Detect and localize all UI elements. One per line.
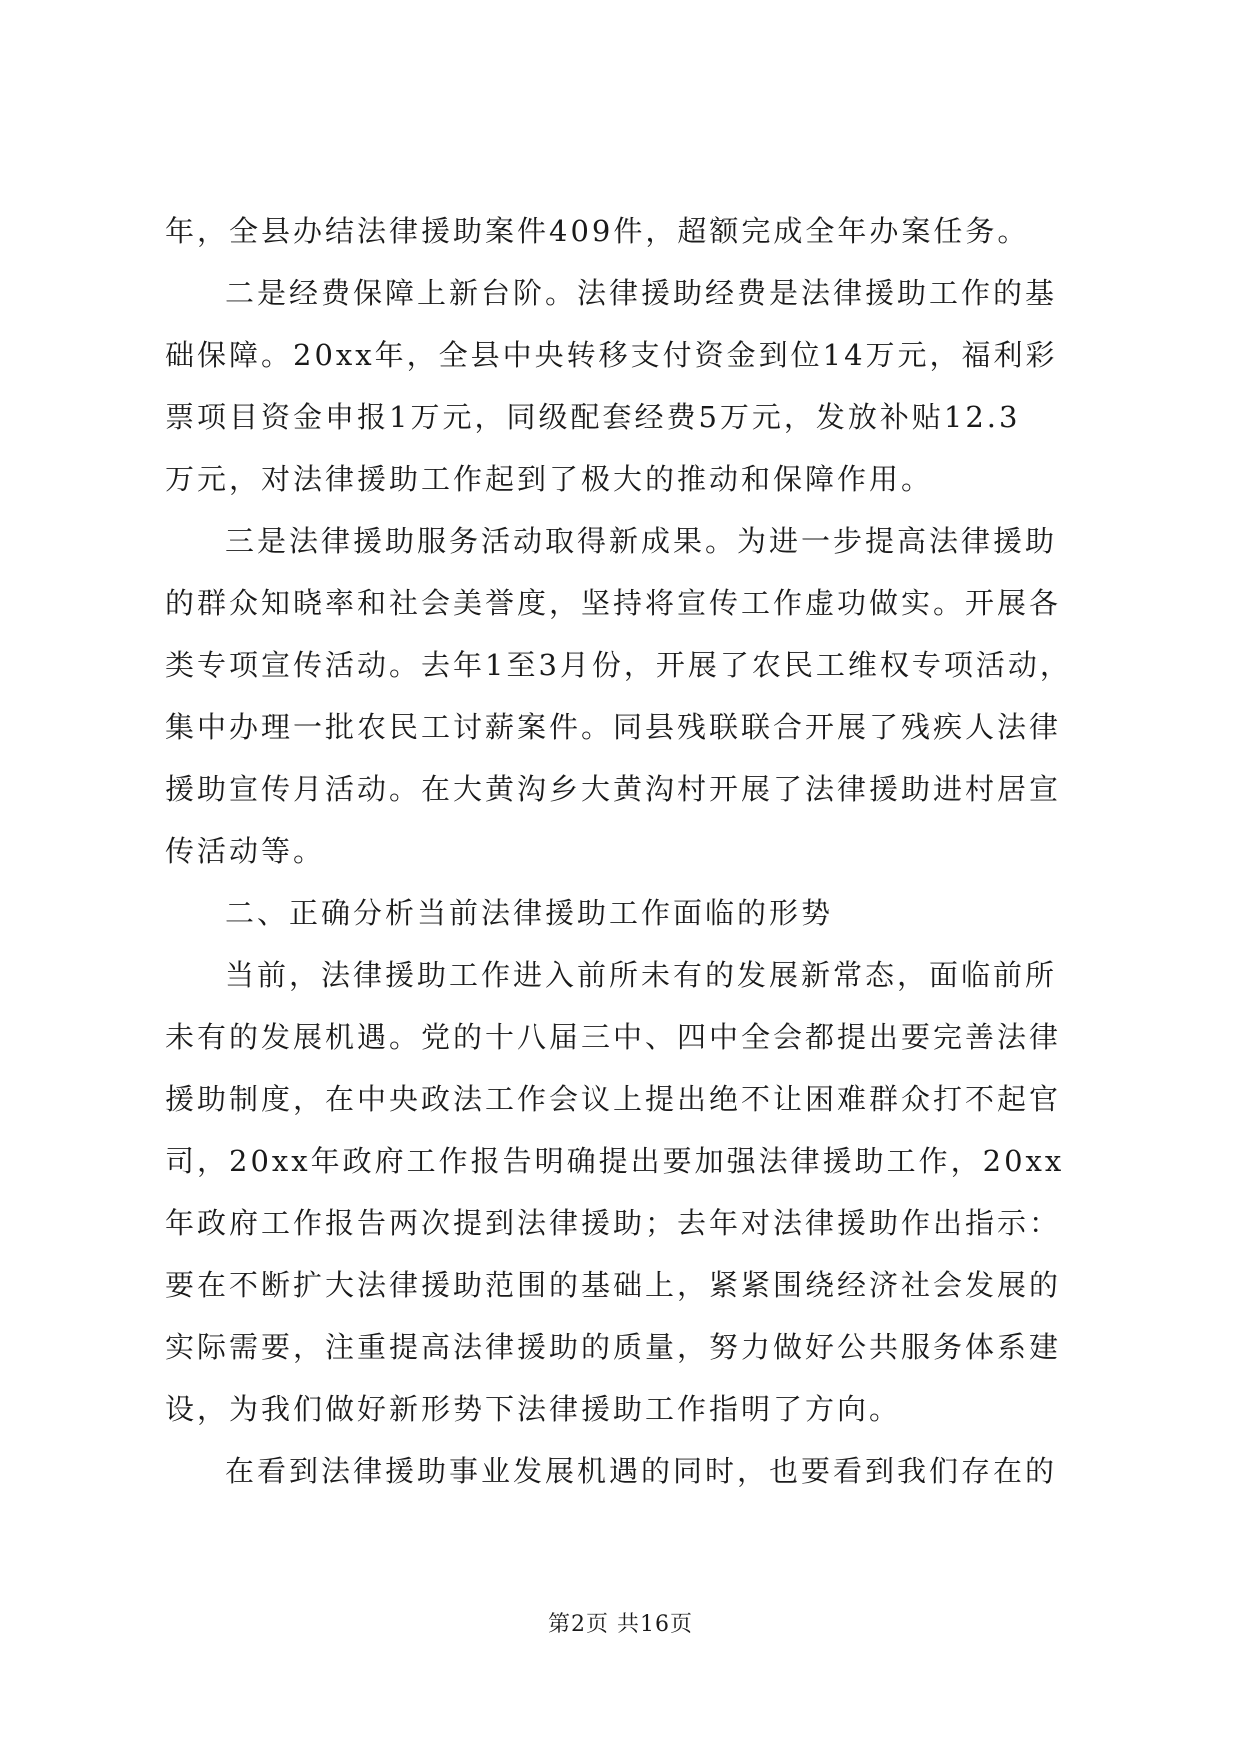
text-line: 司，20xx年政府工作报告明确提出要加强法律援助工作，20xx	[165, 1144, 1065, 1178]
text-line: 类专项宣传活动。去年1至3月份，开展了农民工维权专项活动，	[165, 648, 1072, 682]
text-line: 票项目资金申报1万元，同级配套经费5万元，发放补贴12.3	[165, 400, 1021, 434]
text-line: 的群众知晓率和社会美誉度，坚持将宣传工作虚功做实。开展各	[165, 586, 1062, 620]
text-line: 要在不断扩大法律援助范围的基础上，紧紧围绕经济社会发展的	[165, 1268, 1062, 1302]
text-line: 未有的发展机遇。党的十八届三中、四中全会都提出要完善法律	[165, 1020, 1062, 1054]
text-line: 集中办理一批农民工讨薪案件。同县残联联合开展了残疾人法律	[165, 710, 1062, 744]
text-line: 万元，对法律援助工作起到了极大的推动和保障作用。	[165, 462, 934, 496]
text-line: 传活动等。	[165, 834, 326, 868]
text-line: 年政府工作报告两次提到法律援助；去年对法律援助作出指示：	[165, 1206, 1062, 1240]
text-line: 二是经费保障上新台阶。法律援助经费是法律援助工作的基	[225, 276, 1058, 310]
text-line: 当前，法律援助工作进入前所未有的发展新常态，面临前所	[225, 958, 1058, 992]
text-line: 设，为我们做好新形势下法律援助工作指明了方向。	[165, 1392, 902, 1426]
text-line: 实际需要，注重提高法律援助的质量，努力做好公共服务体系建	[165, 1330, 1062, 1364]
text-line: 年，全县办结法律援助案件409件，超额完成全年办案任务。	[165, 214, 1030, 248]
section-heading: 二、正确分析当前法律援助工作面临的形势	[225, 896, 834, 930]
text-line: 在看到法律援助事业发展机遇的同时，也要看到我们存在的	[225, 1454, 1058, 1488]
page-number: 第2页 共16页	[548, 1612, 693, 1637]
text-line: 援助宣传月活动。在大黄沟乡大黄沟村开展了法律援助进村居宣	[165, 772, 1062, 806]
text-line: 三是法律援助服务活动取得新成果。为进一步提高法律援助	[225, 524, 1058, 558]
body-text	[165, 200, 1080, 1502]
text-line: 础保障。20xx年，全县中央转移支付资金到位14万元，福利彩	[165, 338, 1058, 372]
text-line: 援助制度，在中央政法工作会议上提出绝不让困难群众打不起官	[165, 1082, 1062, 1116]
